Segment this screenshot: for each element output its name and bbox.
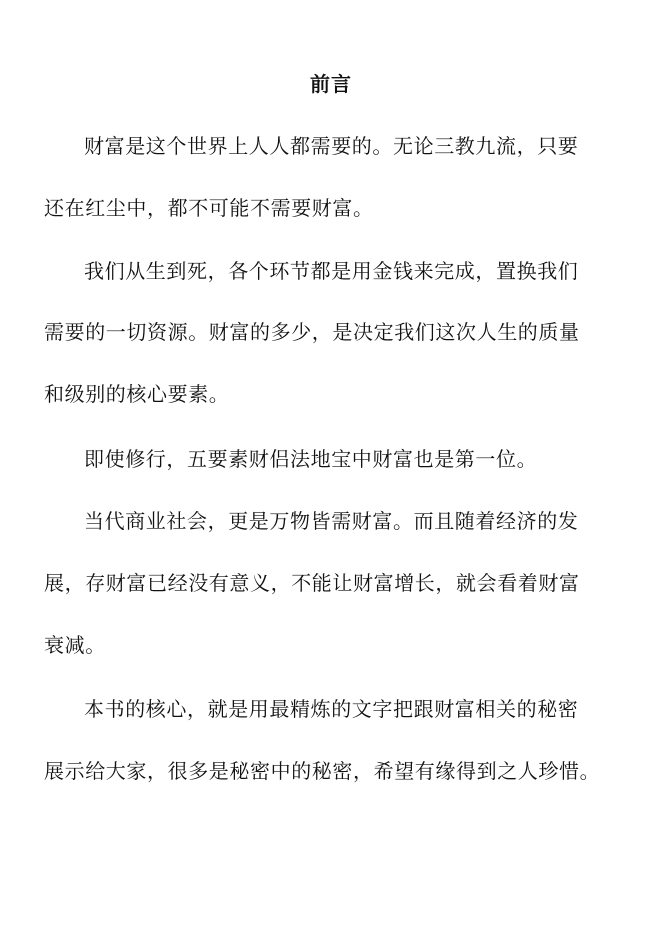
paragraph-2-line-3: 和级别的核心要素。 <box>44 382 230 406</box>
paragraph-3-line-1: 即使修行，五要素财侣法地宝中财富也是第一位。 <box>84 447 538 471</box>
paragraph-2-line-2: 需要的一切资源。财富的多少，是决定我们这次人生的质量 <box>44 320 580 344</box>
paragraph-1-line-2: 还在红尘中，都不可能不需要财富。 <box>44 196 374 220</box>
paragraph-5-line-2: 展示给大家，很多是秘密中的秘密，希望有缘得到之人珍惜。 <box>44 759 601 783</box>
page-title: 前言 <box>310 72 352 96</box>
paragraph-4-line-3: 衰减。 <box>44 633 106 657</box>
paragraph-5-line-1: 本书的核心，就是用最精炼的文字把跟财富相关的秘密 <box>84 697 579 721</box>
paragraph-4-line-2: 展，存财富已经没有意义，不能让财富增长，就会看着财富 <box>44 571 580 595</box>
paragraph-4-line-1: 当代商业社会，更是万物皆需财富。而且随着经济的发 <box>84 509 579 533</box>
paragraph-2-line-1: 我们从生到死，各个环节都是用金钱来完成，置换我们 <box>84 259 579 283</box>
paragraph-1-line-1: 财富是这个世界上人人都需要的。无论三教九流，只要 <box>84 134 579 158</box>
